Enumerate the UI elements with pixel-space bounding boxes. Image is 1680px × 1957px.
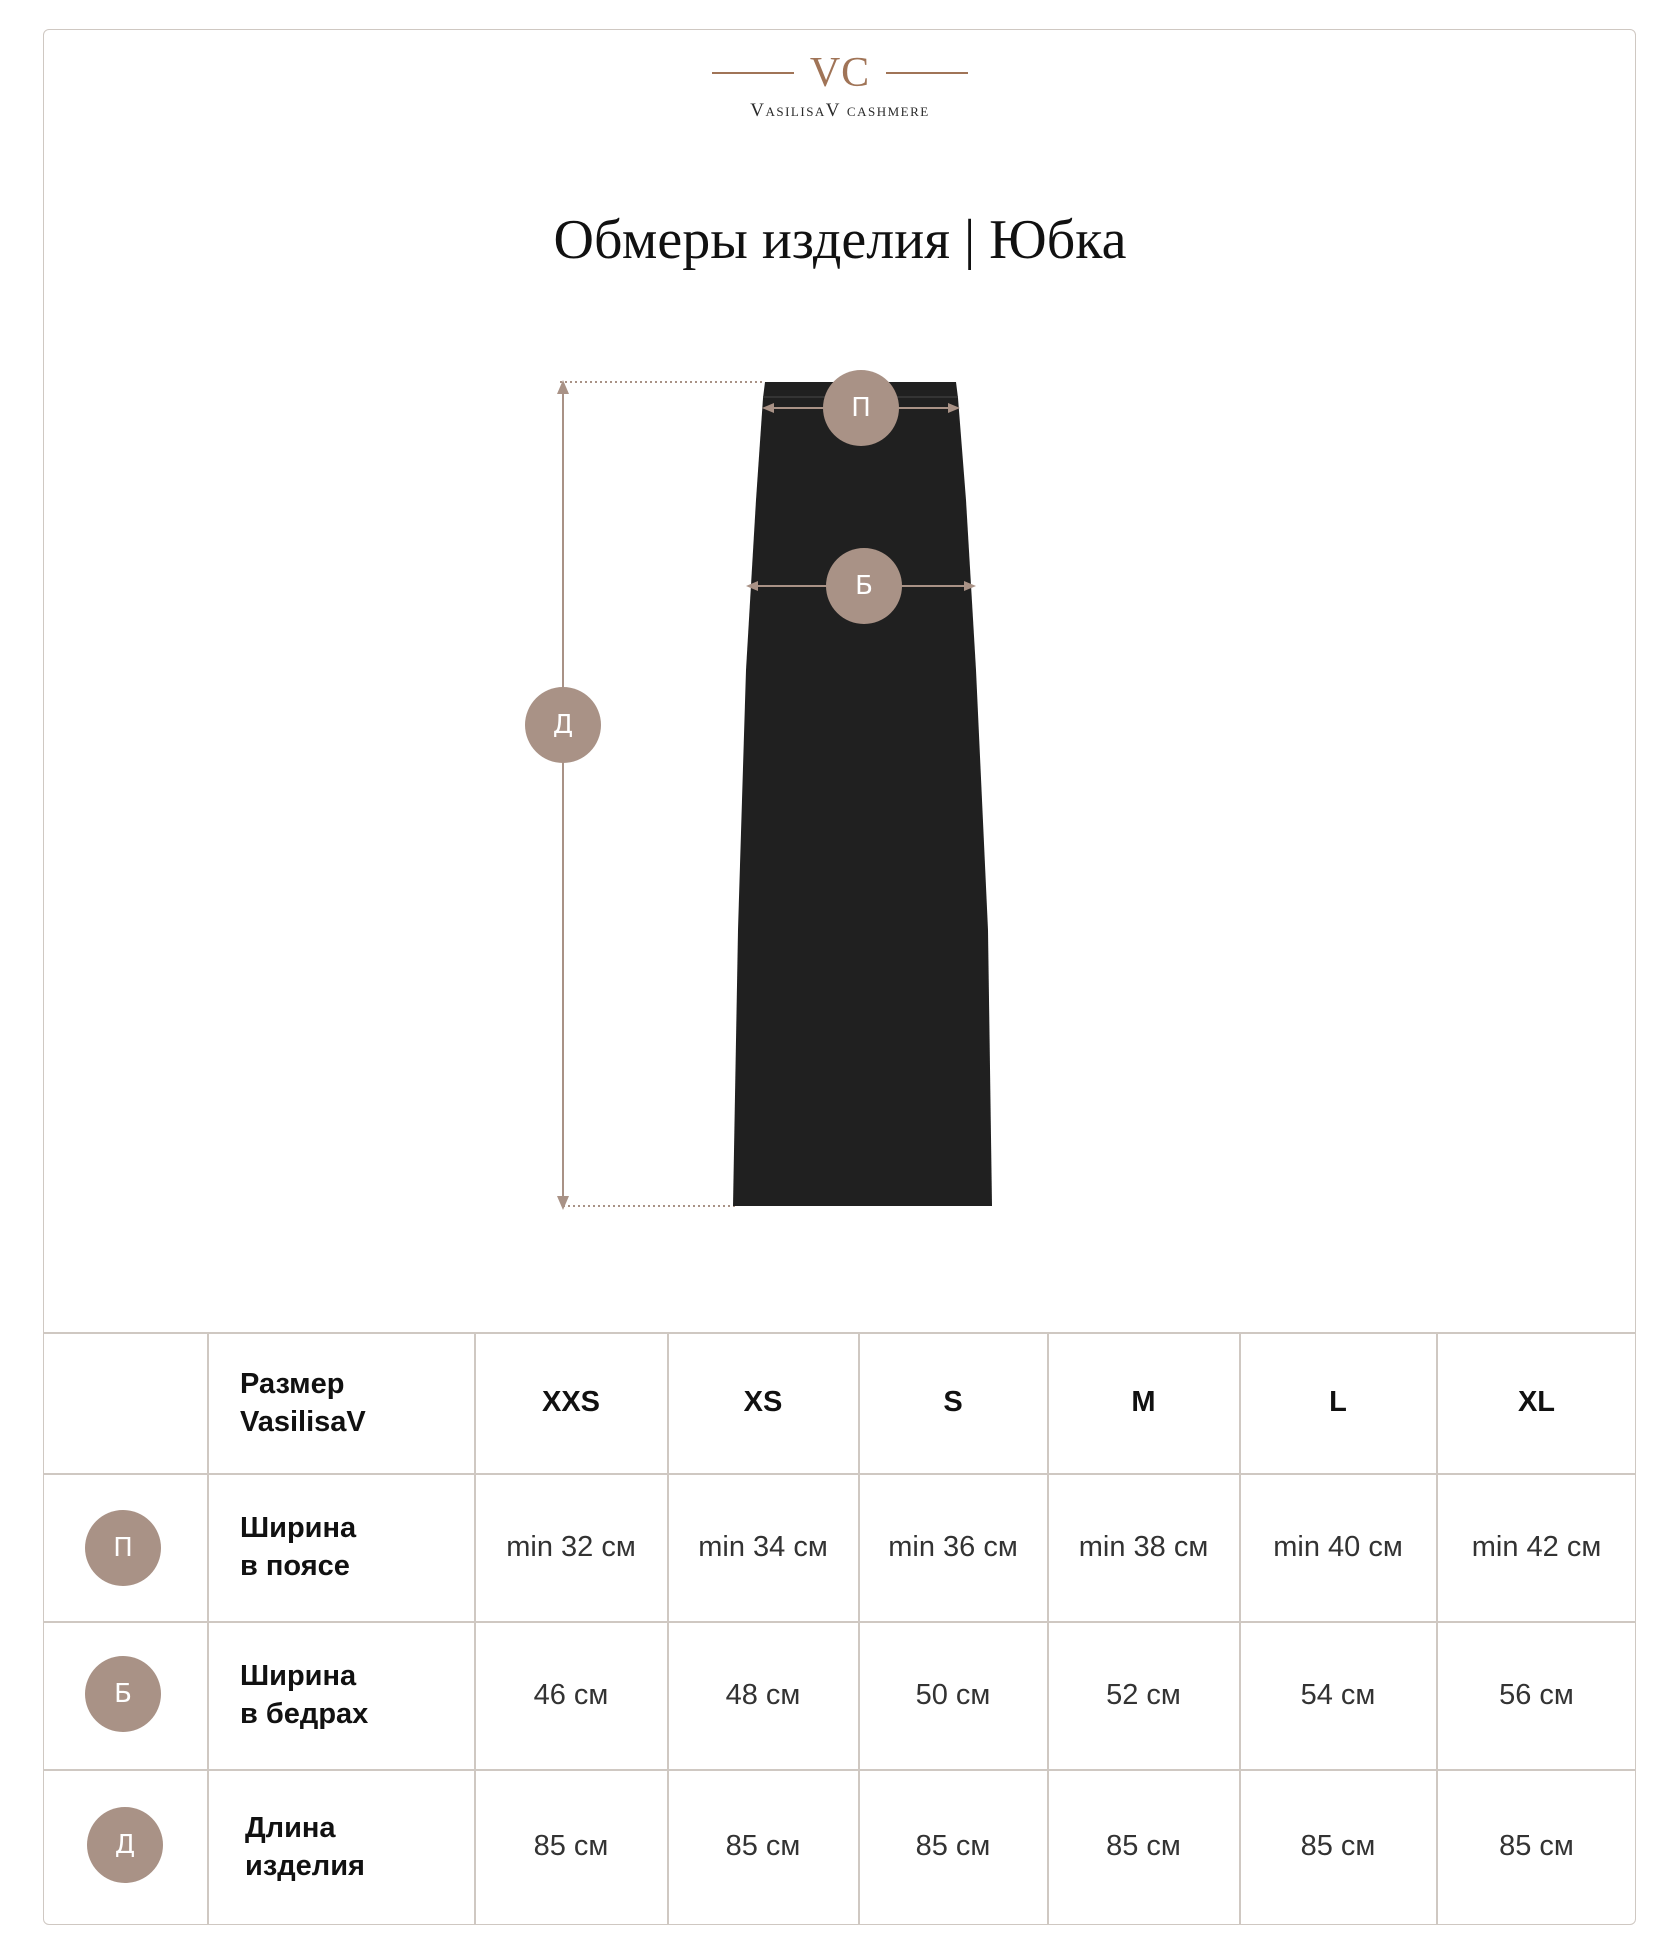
row-label-hips: Ширина в бедрах — [240, 1660, 369, 1730]
table-cell: min 40 см — [1273, 1530, 1403, 1563]
table-cell: 56 см — [1499, 1678, 1574, 1711]
table-cell: 85 см — [533, 1830, 609, 1862]
table-cell: 52 см — [1106, 1678, 1181, 1711]
row-label-length: Длина изделия — [245, 1811, 365, 1882]
length-arrow-head-top — [557, 380, 569, 394]
row-badge-hips: Б — [85, 1656, 161, 1732]
row-label-waist: Ширина в поясе — [240, 1512, 357, 1582]
hip-badge: Б — [826, 548, 902, 624]
table-cell: min 34 см — [698, 1530, 828, 1563]
page-title: Обмеры изделия | Юбка — [553, 209, 1127, 271]
skirt-diagram — [520, 370, 1020, 1220]
table-cell: min 36 см — [888, 1530, 1018, 1563]
table-cell: 85 см — [1106, 1830, 1181, 1862]
brand-logo — [0, 50, 1680, 122]
skirt-shape — [733, 382, 992, 1206]
table-col-line — [207, 1332, 209, 1924]
size-header: Размер VasilisaV — [240, 1367, 366, 1438]
size-l: L — [1329, 1386, 1347, 1418]
row-badge-length: Д — [87, 1807, 163, 1883]
logo-monogram: VC — [809, 50, 871, 96]
row-badge-waist: П — [85, 1510, 161, 1586]
table-cell: 54 см — [1300, 1678, 1376, 1711]
size-xxs: XXS — [541, 1386, 601, 1418]
length-badge: Д — [525, 687, 601, 763]
logo-brand-name: VasilisaV cashmere — [750, 100, 930, 121]
logo-line-left — [712, 72, 794, 74]
size-xs: XS — [743, 1386, 783, 1418]
skirt-illustration — [520, 370, 1020, 1220]
table-cell: min 42 см — [1471, 1530, 1602, 1563]
size-m: M — [1131, 1386, 1156, 1418]
size-s: S — [943, 1386, 963, 1418]
table-cell: min 38 см — [1078, 1530, 1209, 1563]
table-cell: 85 см — [915, 1830, 991, 1862]
length-arrow-head-bottom — [557, 1196, 569, 1210]
logo-line-right — [886, 72, 968, 74]
size-xl: XL — [1517, 1386, 1556, 1418]
table-cell: 85 см — [1499, 1830, 1574, 1862]
table-cell: 85 см — [1300, 1830, 1376, 1862]
table-cell: 46 см — [533, 1678, 609, 1711]
waist-badge: П — [823, 370, 899, 446]
table-cell: min 32 см — [506, 1530, 636, 1563]
table-cell: 50 см — [915, 1678, 991, 1711]
table-cell: 48 см — [725, 1678, 801, 1711]
table-cell: 85 см — [725, 1830, 801, 1862]
